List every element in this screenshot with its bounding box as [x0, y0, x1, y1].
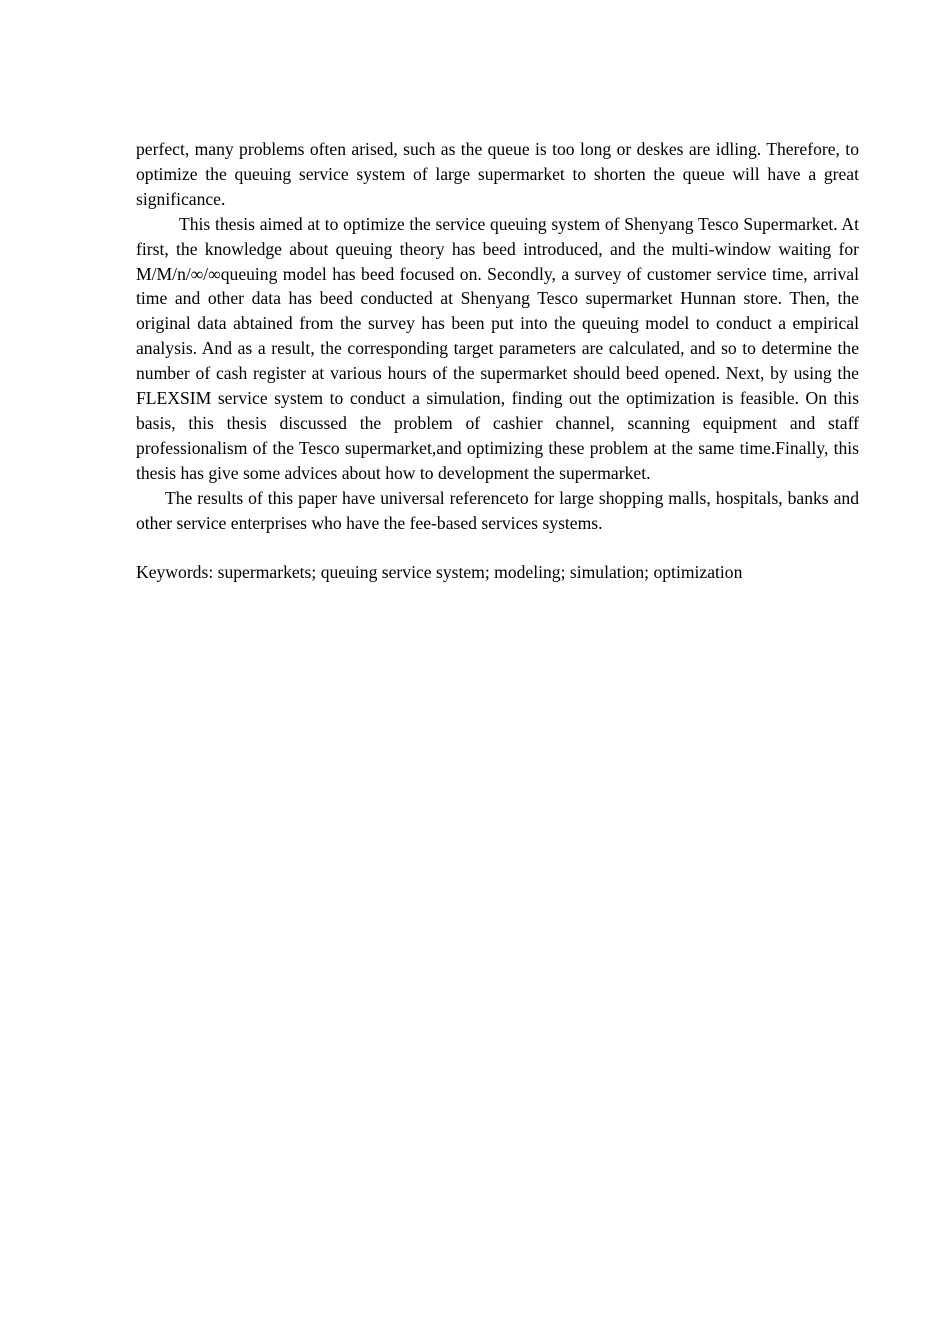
paragraph-thesis-summary: This thesis aimed at to optimize the service queuing system of Shenyang Tesco Supermarket. At first, the knowledge about queuing theory has beed introduced, and the multi-window waiting for M/M/n/∞/∞queuing model has beed focused on. Secondly, a survey of customer service time, arrival time and other data has beed conducted at Shenyang Tesco supermarket Hunnan store. Then, the original data abtained from the survey has been put into the queuing model to conduct a empirical analysis. And as a result, the corresponding target parameters are calculated, and so to determine the number of cash register at various hours of the supermarket should beed opened. Next, by using the FLEXSIM service system to conduct a simulation, finding out the optimization is feasible. On this basis, this thesis discussed the problem of cashier channel, scanning equipment and staff professionalism of the Tesco supermarket,and optimizing these problem at the same time.Finally, this thesis has give some advices about how to development the supermarket.	[136, 213, 859, 483]
keywords-line: Keywords: supermarkets; queuing service system; modeling; simulation; optimization	[136, 562, 743, 583]
paragraph-continuation: perfect, many problems often arised, such as the queue is too long or deskes are idling. Therefore, to optimize the queuing service system of large supermarket to shorten the queue will have a great significance.	[136, 139, 859, 209]
document-page	[136, 137, 859, 585]
paragraph-results: The results of this paper have universal referenceto for large shopping malls, hospitals, banks and other service enterprises who have the fee-based services systems.	[136, 487, 859, 533]
